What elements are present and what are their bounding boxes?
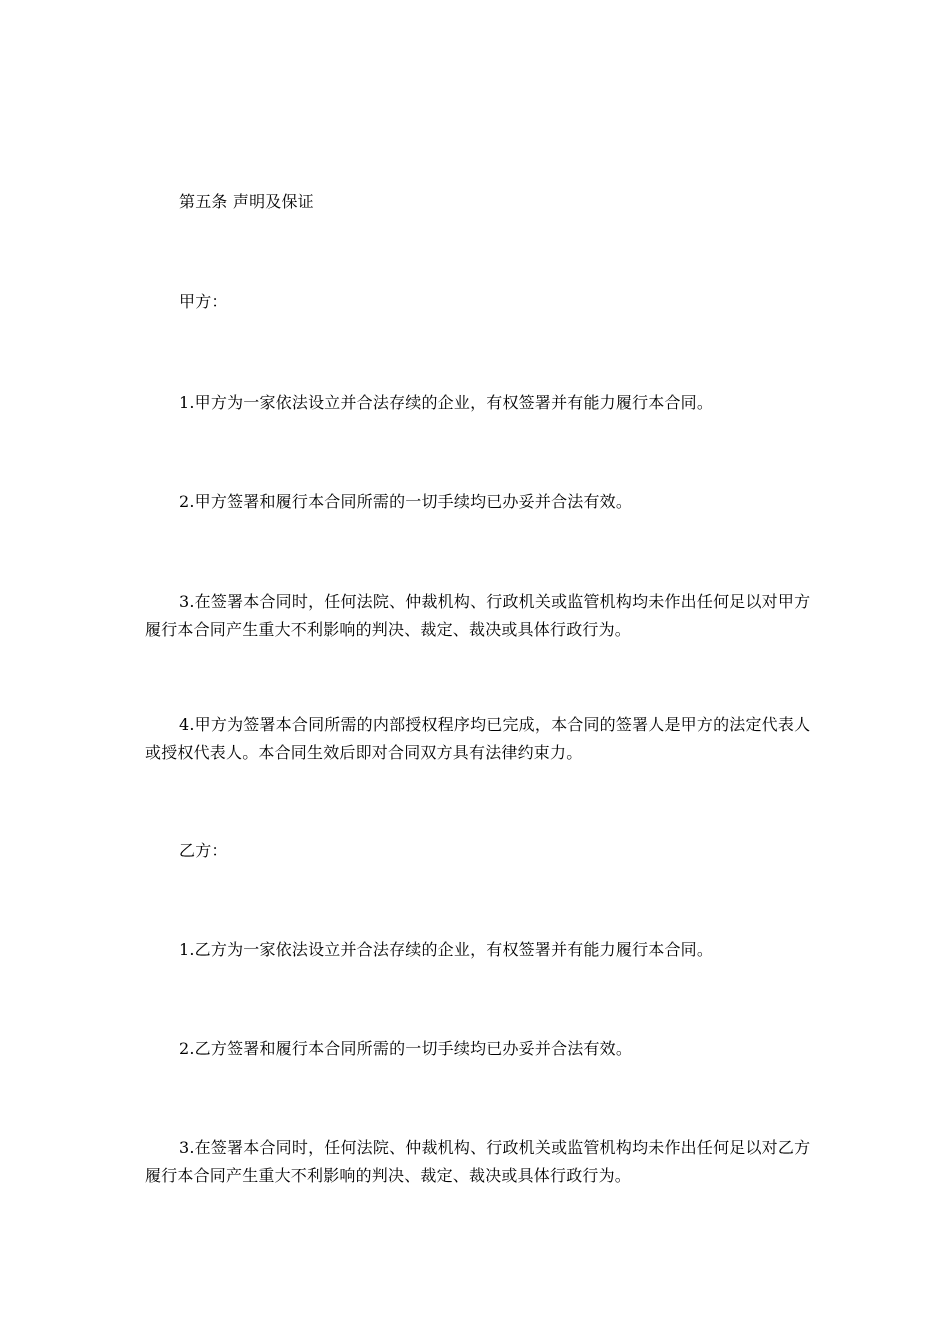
party-b-label: 乙方： bbox=[179, 841, 228, 860]
article-heading: 第五条 声明及保证 bbox=[179, 192, 314, 211]
party-a-label: 甲方： bbox=[179, 292, 228, 311]
party-a-clause-4: 4.甲方为签署本合同所需的内部授权程序均已完成，本合同的签署人是甲方的法定代表人或授权代表人。本合同生效后即对合同双方具有法律约束力。 bbox=[145, 715, 811, 762]
party-a-clause-2: 2.甲方签署和履行本合同所需的一切手续均已办妥并合法有效。 bbox=[179, 492, 633, 511]
party-a-clause-1: 1.甲方为一家依法设立并合法存续的企业，有权签署并有能力履行本合同。 bbox=[179, 393, 714, 412]
party-b-clause-1: 1.乙方为一家依法设立并合法存续的企业，有权签署并有能力履行本合同。 bbox=[179, 940, 714, 959]
party-b-clause-2: 2.乙方签署和履行本合同所需的一切手续均已办妥并合法有效。 bbox=[179, 1039, 633, 1058]
party-b-clause-3: 3.在签署本合同时，任何法院、仲裁机构、行政机关或监管机构均未作出任何足以对乙方履行本合同产生重大不利影响的判决、裁定、裁决或具体行政行为。 bbox=[145, 1138, 811, 1185]
party-a-clause-3: 3.在签署本合同时，任何法院、仲裁机构、行政机关或监管机构均未作出任何足以对甲方履行本合同产生重大不利影响的判决、裁定、裁决或具体行政行为。 bbox=[145, 592, 811, 639]
